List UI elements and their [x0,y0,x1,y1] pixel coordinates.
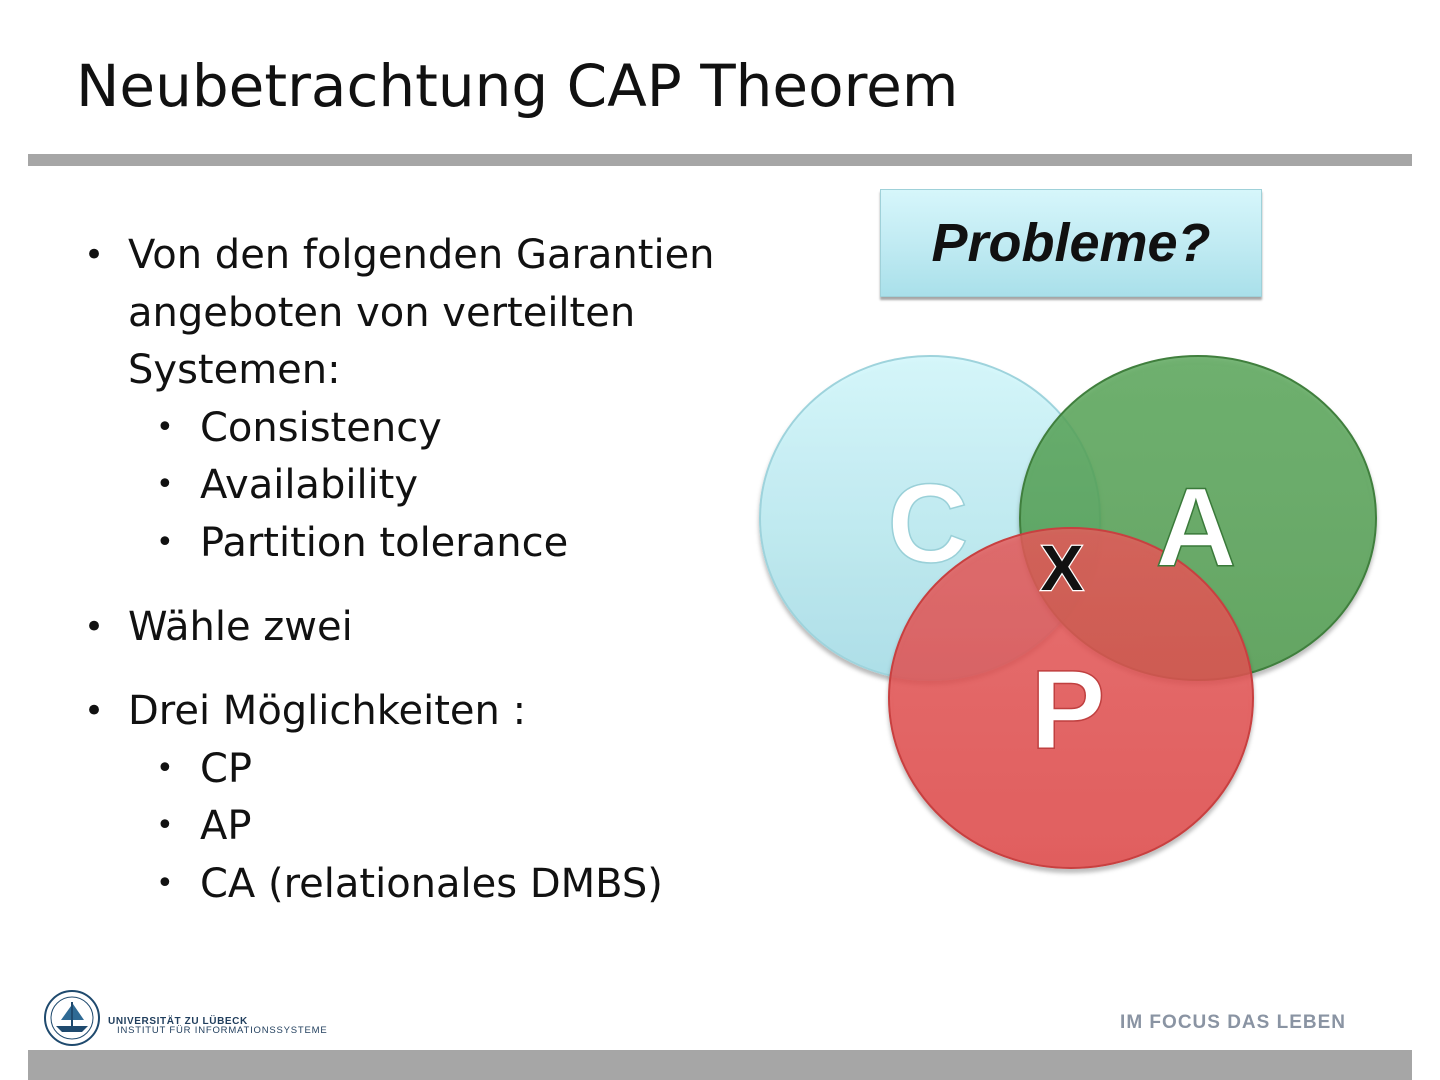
slide-title: Neubetrachtung CAP Theorem [76,52,959,120]
bullet-marker: • [84,691,105,731]
bullet-3: Drei Möglichkeiten : [128,688,527,734]
title-divider [28,154,1412,166]
sub-bullet-marker: • [156,525,174,560]
university-name: UNIVERSITÄT ZU LÜBECK [108,1016,248,1027]
bullet-1-line-2: angeboten von verteilten [128,290,636,336]
footer-slogan: IM FOCUS DAS LEBEN [1120,1012,1346,1033]
bullet-1-line-1: Von den folgenden Garantien [128,232,715,278]
callout-text: Probleme? [931,213,1211,273]
bullet-2: Wähle zwei [128,604,353,650]
footer-bar [28,1050,1412,1080]
sub-bullet-ca: CA (relationales DMBS) [200,861,663,907]
venn-label-p: P [1030,647,1106,772]
sub-bullet-partition-tolerance: Partition tolerance [200,520,569,566]
sub-bullet-marker: • [156,410,174,445]
sub-bullet-cp: CP [200,746,253,792]
institute-name: INSTITUT FÜR INFORMATIONSSYSTEME [117,1025,328,1036]
sub-bullet-marker: • [156,808,174,843]
sub-bullet-consistency: Consistency [200,405,442,451]
cap-venn-diagram [740,340,1400,900]
sub-bullet-marker: • [156,751,174,786]
venn-label-c: C [887,461,969,586]
bullet-1-line-3: Systemen: [128,347,341,393]
conflict-x-mark: X [1040,532,1084,604]
sub-bullet-marker: • [156,866,174,901]
bullet-marker: • [84,235,105,275]
sub-bullet-ap: AP [200,803,252,849]
bullet-marker: • [84,607,105,647]
venn-label-a: A [1155,465,1237,590]
problems-callout [880,189,1262,297]
sub-bullet-availability: Availability [200,462,419,508]
university-seal-icon [42,988,102,1048]
sub-bullet-marker: • [156,467,174,502]
